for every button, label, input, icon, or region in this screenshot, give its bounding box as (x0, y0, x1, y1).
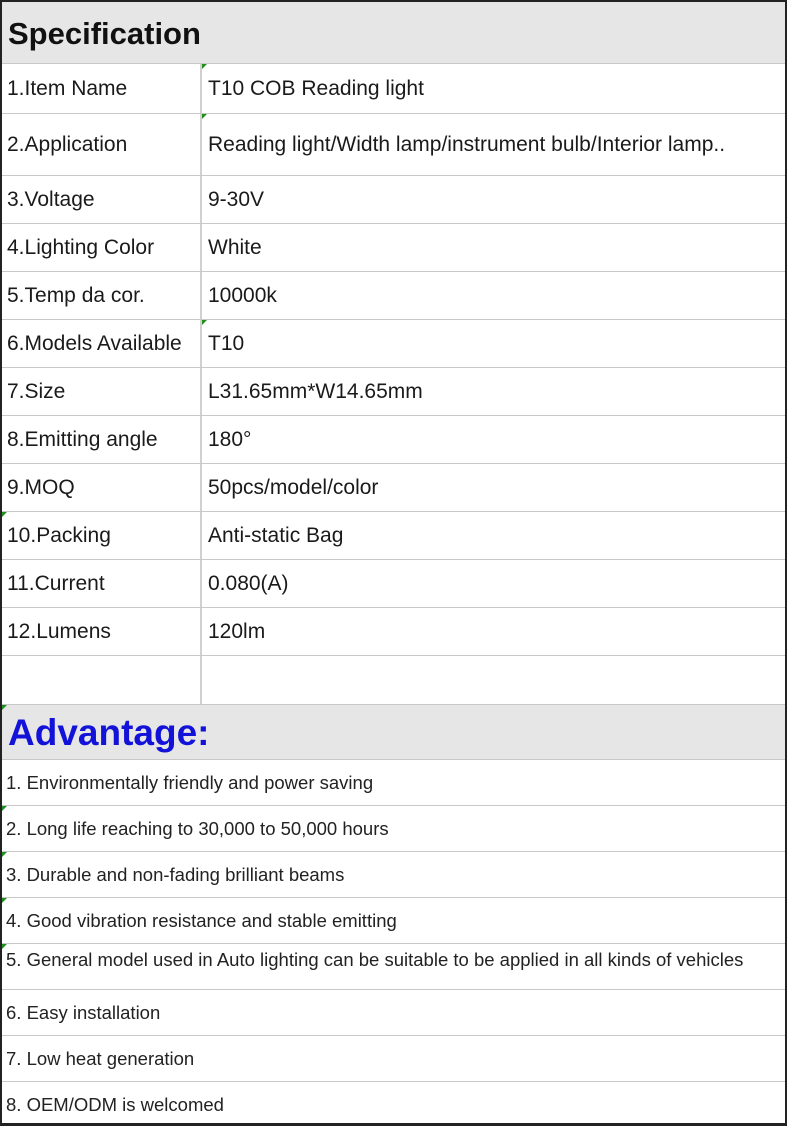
spec-value: 9-30V (208, 187, 265, 211)
spec-label: 2.Application (2, 114, 202, 175)
spec-label: 4.Lighting Color (2, 224, 202, 271)
spec-label: 1.Item Name (2, 64, 202, 113)
spec-label: 5.Temp da cor. (2, 272, 202, 319)
spec-row-empty (2, 656, 785, 704)
spec-label: 11.Current (2, 560, 202, 607)
advantage-item: 3. Durable and non-fading brilliant beams (2, 852, 785, 898)
spec-value: 0.080(A) (208, 571, 289, 595)
cell-marker-icon (2, 512, 7, 517)
spec-label: 10.Packing (2, 512, 202, 559)
spec-label: 7.Size (2, 368, 202, 415)
spec-row-packing (2, 512, 785, 560)
spec-row-color-temp (2, 272, 785, 320)
spec-value: T10 (208, 331, 245, 355)
spec-value: 180° (208, 427, 252, 451)
spec-label: 12.Lumens (2, 608, 202, 655)
advantage-item: 5. General model used in Auto lighting can be suitable to be applied in all kinds of vehicles (2, 944, 785, 990)
spec-row-emitting-angle (2, 416, 785, 464)
specification-table (2, 64, 785, 704)
spec-label: 3.Voltage (2, 176, 202, 223)
spec-value: White (208, 235, 262, 259)
spec-label: 8.Emitting angle (2, 416, 202, 463)
spec-row-lumens (2, 608, 785, 656)
spec-value: T10 COB Reading light (208, 76, 424, 100)
advantage-item: 7. Low heat generation (2, 1036, 785, 1082)
spec-row-current (2, 560, 785, 608)
specification-title: Specification (8, 16, 201, 51)
spec-row-size (2, 368, 785, 416)
spec-row-voltage (2, 176, 785, 224)
advantage-title: Advantage: (8, 712, 210, 753)
cell-marker-icon (2, 898, 7, 903)
advantage-list (2, 760, 785, 1128)
spec-value: Reading light/Width lamp/instrument bulb/Interior lamp.. (208, 132, 726, 156)
advantage-header (2, 704, 785, 760)
spec-value: L31.65mm*W14.65mm (208, 379, 423, 403)
spec-row-moq (2, 464, 785, 512)
spec-value: 120lm (208, 619, 266, 643)
cell-marker-icon (2, 705, 7, 710)
spec-row-lighting-color (2, 224, 785, 272)
advantage-item: 4. Good vibration resistance and stable emitting (2, 898, 785, 944)
spec-value (202, 656, 785, 704)
advantage-item: 2. Long life reaching to 30,000 to 50,000 hours (2, 806, 785, 852)
cell-marker-icon (2, 852, 7, 857)
spec-label (2, 656, 202, 704)
specification-header (2, 2, 785, 64)
cell-marker-icon (2, 944, 7, 949)
spec-label: 9.MOQ (2, 464, 202, 511)
spec-row-application (2, 114, 785, 176)
advantage-item: 6. Easy installation (2, 990, 785, 1036)
advantage-item: 1. Environmentally friendly and power saving (2, 760, 785, 806)
spec-row-models (2, 320, 785, 368)
spec-value: 10000k (208, 283, 277, 307)
cell-marker-icon (202, 64, 207, 69)
spec-value: 50pcs/model/color (208, 475, 379, 499)
spec-row-item-name (2, 64, 785, 114)
cell-marker-icon (2, 806, 7, 811)
advantage-item: 8. OEM/ODM is welcomed (6, 1094, 224, 1115)
spec-label: 6.Models Available (2, 320, 202, 367)
cell-marker-icon (202, 114, 207, 119)
spec-value: Anti-static Bag (208, 523, 344, 547)
